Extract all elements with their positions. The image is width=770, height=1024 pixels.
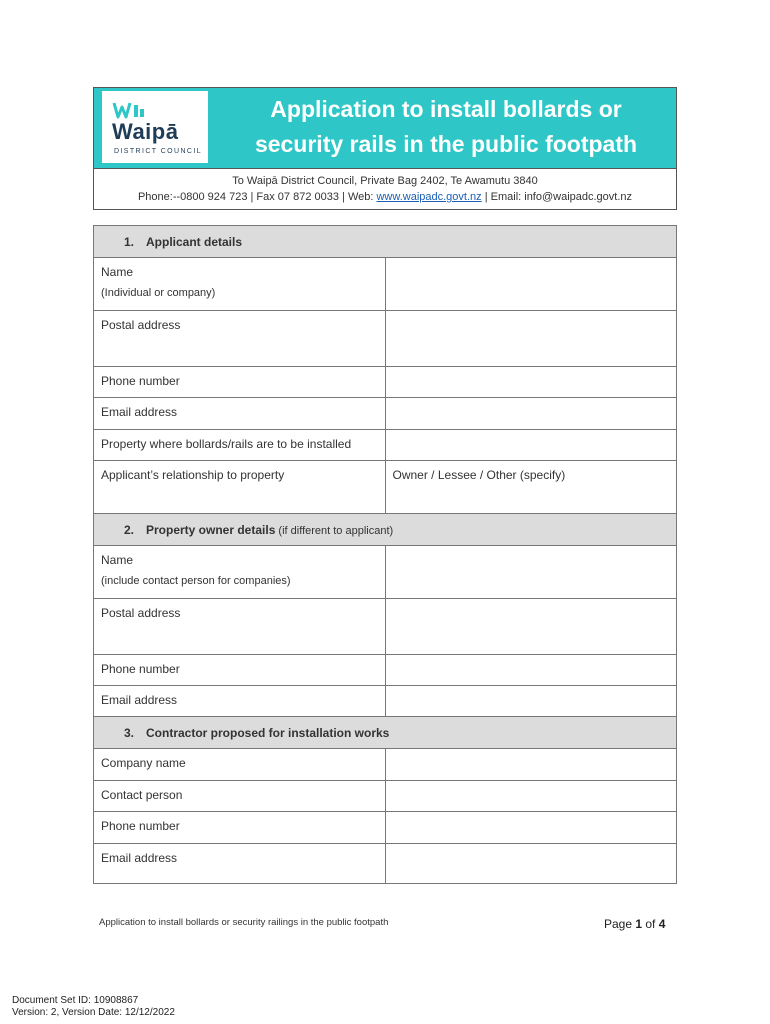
section-number: 2. [124,523,135,537]
form-row-owner-name [94,546,677,599]
form-row-contractor-phone [94,812,677,844]
section-number: 3. [124,726,135,740]
section-header-owner [94,514,677,546]
form-row-applicant-postal [94,311,677,367]
contact-phone-fax: Phone:--0800 924 723 | Fax 07 872 0033 | Web: [137,191,377,203]
waipa-logo [102,91,208,163]
form-row-property [94,430,677,461]
field-hint: (include contact person for companies) [101,575,291,587]
form-row-owner-phone [94,655,677,686]
contact-info [93,168,677,210]
field-label: Name [101,265,134,279]
spacer [93,210,677,225]
applicant-table [93,225,677,884]
field-label: Company name [94,749,386,781]
page-number: 1 [635,917,643,931]
applicant-name-input[interactable] [385,258,677,311]
contractor-phone-input[interactable] [385,812,677,844]
field-label-cell [94,258,386,311]
field-label-cell [94,546,386,599]
form-row-owner-email [94,686,677,717]
field-label: Property where bollards/rails are to be installed [94,430,386,461]
field-label: Phone number [94,812,386,844]
page-total: 4 [658,917,666,931]
section-title: Applicant details [146,235,243,249]
document-set-id: Document Set ID: 10908867 [12,995,139,1006]
section-title-cell [94,717,677,749]
page-word: Page [604,917,636,931]
field-hint: (Individual or company) [101,287,216,299]
field-label: Phone number [94,367,386,398]
relationship-input[interactable]: Owner / Lessee / Other (specify) [385,461,677,514]
field-label: Phone number [94,655,386,686]
form-row-contractor-email [94,844,677,884]
form-row-contact-person [94,781,677,812]
applicant-postal-input[interactable] [385,311,677,367]
owner-phone-input[interactable] [385,655,677,686]
title-line-2: security rails in the public footpath [254,130,638,157]
form-row-relationship [94,461,677,514]
page-indicator [604,917,665,931]
footer-title: Application to install bollards or security railings in the public footpath [99,917,389,928]
field-label: Email address [94,844,386,884]
section-title: Property owner details [146,523,276,537]
property-input[interactable] [385,430,677,461]
logo-wordmark: Waipā [112,119,179,144]
applicant-email-input[interactable] [385,398,677,430]
form-row-applicant-name [94,258,677,311]
section-header-contractor [94,717,677,749]
field-label: Email address [94,686,386,717]
field-label: Postal address [94,599,386,655]
field-label: Name [101,553,134,567]
page-of: of [642,917,659,931]
field-label: Postal address [94,311,386,367]
owner-postal-input[interactable] [385,599,677,655]
section-number: 1. [124,235,135,249]
field-label: Contact person [94,781,386,812]
section-title-cell [94,514,677,546]
company-name-input[interactable] [385,749,677,781]
owner-name-input[interactable] [385,546,677,599]
section-title-cell [94,226,677,258]
contact-address: To Waipā District Council, Private Bag 2402, Te Awamutu 3840 [232,175,538,187]
applicant-phone-input[interactable] [385,367,677,398]
contact-line [94,189,676,205]
section-note: (if different to applicant) [275,525,394,537]
page-title [220,92,672,161]
contact-email: | Email: info@waipadc.govt.nz [481,191,633,203]
section-header-applicant [94,226,677,258]
form-row-applicant-email [94,398,677,430]
title-line-1: Application to install bollards or [270,96,622,122]
header-banner [93,87,677,168]
document-info [12,995,175,1019]
contractor-email-input[interactable] [385,844,677,884]
section-title: Contractor proposed for installation works [146,726,390,740]
form-row-applicant-phone [94,367,677,398]
web-link[interactable]: www.waipadc.govt.nz [376,191,482,203]
waipa-logo-mark-icon [112,101,146,119]
form-page [93,87,677,884]
logo-subtitle: DISTRICT COUNCIL [114,148,202,155]
form-row-owner-postal [94,599,677,655]
document-version: Version: 2, Version Date: 12/12/2022 [12,1007,175,1018]
form-row-company [94,749,677,781]
contact-person-input[interactable] [385,781,677,812]
field-label: Email address [94,398,386,430]
field-label: Applicant’s relationship to property [94,461,386,514]
owner-email-input[interactable] [385,686,677,717]
